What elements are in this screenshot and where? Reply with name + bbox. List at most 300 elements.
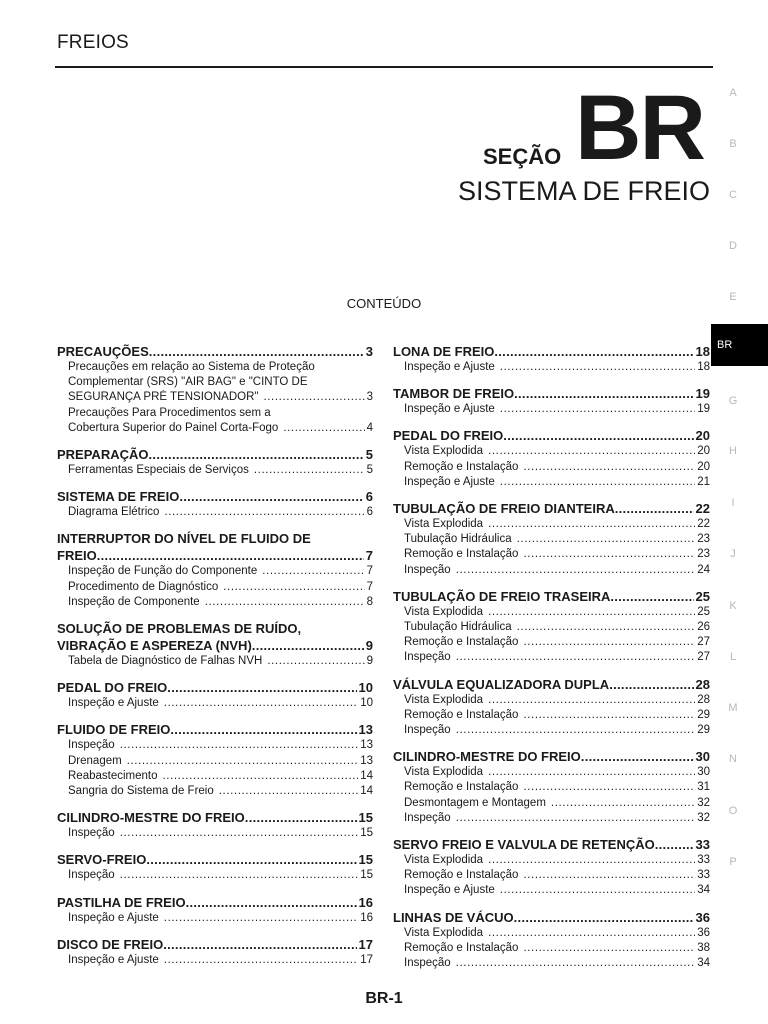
toc-item-entry-label: Remoção e Instalação — [404, 869, 519, 882]
toc-item-entry-label: Inspeção e Ajuste — [404, 884, 495, 897]
section-label: SEÇÃO — [483, 144, 562, 169]
toc-item-entry-label: Remoção e Instalação — [404, 708, 519, 721]
toc-item-entry[interactable] — [393, 868, 710, 883]
toc-section-entry[interactable] — [57, 343, 373, 360]
dot-leader — [456, 650, 696, 665]
dot-leader — [514, 909, 694, 926]
dot-leader — [581, 748, 694, 765]
toc-item-entry-label: Remoção e Instalação — [404, 636, 519, 649]
toc-item-entry[interactable] — [57, 421, 373, 436]
toc-item-entry[interactable] — [393, 402, 710, 417]
toc-section — [57, 679, 373, 711]
toc-item-entry[interactable] — [393, 620, 710, 635]
toc-section-entry-page: 10 — [358, 680, 373, 696]
dot-leader — [164, 911, 358, 926]
toc-section — [57, 851, 373, 883]
toc-item-entry[interactable] — [393, 723, 710, 738]
toc-item-entry-page: 15 — [360, 869, 373, 882]
toc-item-entry-page: 4 — [366, 421, 373, 434]
toc-item-entry-label: SEGURANÇA PRÉ TENSIONADOR" — [68, 391, 259, 404]
dot-leader — [503, 427, 693, 444]
dot-leader — [262, 564, 364, 579]
dot-leader — [523, 941, 695, 956]
toc-section-entry[interactable] — [393, 385, 710, 402]
toc-item-entry-page: 18 — [697, 361, 710, 373]
toc-item-entry[interactable] — [393, 811, 710, 826]
toc-item-entry-label: Vista Explodida — [404, 766, 484, 779]
dot-leader — [609, 676, 693, 693]
dot-leader — [610, 588, 693, 605]
toc-item-entry[interactable] — [57, 390, 373, 405]
toc-item-entry-page: 30 — [697, 766, 710, 779]
toc-item-entry-page: 20 — [697, 460, 710, 473]
toc-item-entry[interactable] — [57, 654, 373, 669]
toc-item-entry-label: Inspeção — [404, 563, 451, 576]
dot-leader — [120, 868, 359, 883]
dot-leader — [456, 563, 696, 578]
toc-item-entry-page: 15 — [360, 827, 373, 840]
toc-item-entry-label: Ferramentas Especiais de Serviços — [68, 464, 249, 477]
toc-item-entry[interactable] — [393, 708, 710, 723]
toc-section — [393, 676, 710, 739]
toc-section-entry-page: 19 — [695, 386, 710, 402]
toc-section-entry[interactable] — [57, 721, 373, 738]
index-tab-br[interactable]: BR — [711, 324, 768, 366]
dot-leader — [146, 851, 356, 868]
toc-section-entry-label: PEDAL DO FREIO — [393, 428, 504, 444]
toc-item-entry-page: 32 — [697, 796, 710, 809]
dot-leader — [488, 444, 695, 459]
toc-section-entry[interactable] — [393, 909, 710, 926]
index-tab-i[interactable]: I — [731, 497, 735, 509]
toc-section-entry-page: 17 — [358, 936, 373, 952]
dot-leader — [263, 390, 364, 405]
toc-section-entry-label: SERVO FREIO E VALVULA DE RETENÇÃO — [393, 837, 655, 853]
toc-item-entry[interactable] — [393, 532, 710, 547]
dot-leader — [163, 769, 359, 784]
toc-item-entry-page: 14 — [360, 769, 373, 782]
dot-leader — [488, 765, 695, 780]
toc-item-entry-label: Inspeção — [404, 811, 451, 824]
dot-leader — [500, 883, 695, 898]
dot-leader — [500, 402, 695, 417]
toc-item-text: Precauções Para Procedimentos sem a — [68, 406, 271, 419]
toc-section — [393, 909, 710, 972]
toc-section-entry[interactable] — [57, 446, 373, 463]
toc-item-entry-page: 20 — [697, 445, 710, 458]
toc-section — [57, 530, 373, 610]
toc-item-entry-label: Sangria do Sistema de Freio — [68, 785, 214, 798]
toc-section — [393, 836, 710, 899]
toc-item-entry-label: Desmontagem e Montagem — [404, 796, 546, 809]
dot-leader — [456, 811, 696, 826]
toc-section-entry[interactable] — [393, 836, 710, 853]
toc-section-entry[interactable] — [57, 488, 373, 505]
toc-item-entry-label: Remoção e Instalação — [404, 548, 519, 561]
toc-section — [57, 620, 373, 669]
toc-section — [393, 748, 710, 826]
toc-section — [57, 446, 373, 478]
toc-item-entry[interactable] — [393, 780, 710, 795]
toc-item-entry-label: Inspeção e Ajuste — [68, 697, 159, 710]
dot-leader — [97, 547, 364, 564]
dot-leader — [164, 505, 364, 520]
toc-item-entry-label: Vista Explodida — [404, 854, 484, 867]
toc-item-entry[interactable] — [393, 360, 710, 375]
toc-section-entry-page: 36 — [695, 909, 710, 925]
toc-section-entry[interactable] — [57, 936, 373, 953]
page-number: BR-1 — [365, 990, 403, 1007]
toc-item-entry[interactable] — [393, 941, 710, 956]
toc-item-entry-label: Inspeção — [404, 651, 451, 664]
dot-leader — [164, 696, 358, 711]
dot-leader — [514, 385, 693, 402]
dot-leader — [223, 580, 364, 595]
toc-section — [57, 488, 373, 520]
toc-item-entry-page: 13 — [360, 754, 373, 767]
dot-leader — [164, 953, 358, 968]
dot-leader — [523, 460, 695, 475]
toc-item-entry[interactable] — [393, 605, 710, 620]
dot-leader — [163, 936, 356, 953]
toc-section-entry-page: 15 — [358, 852, 373, 868]
toc-section-entry-page: 25 — [695, 588, 710, 604]
dot-leader — [186, 894, 357, 911]
toc-item-entry[interactable] — [57, 505, 373, 520]
toc-item-entry-label: Inspeção de Função do Componente — [68, 565, 258, 578]
toc-section-entry-label: PRECAUÇÕES — [57, 344, 149, 359]
toc-item-entry-page: 29 — [697, 724, 710, 737]
toc-item-entry[interactable] — [393, 650, 710, 665]
toc-section-entry-label: FREIO — [57, 548, 97, 564]
toc-left-column — [57, 343, 373, 978]
toc-section — [57, 894, 373, 926]
toc-item-entry-label: Vista Explodida — [404, 605, 484, 618]
toc-item-entry-page: 27 — [697, 636, 710, 649]
dot-leader — [167, 679, 356, 696]
toc-item-entry[interactable] — [57, 580, 373, 595]
toc-section-entry-page: 22 — [695, 501, 710, 517]
index-tab-k[interactable]: K — [729, 600, 737, 612]
toc-item-text: Precauções em relação ao Sistema de Proteção — [68, 361, 315, 373]
toc-item-entry[interactable] — [393, 853, 710, 868]
toc-section-entry-label: SISTEMA DE FREIO — [57, 489, 180, 505]
dot-leader — [456, 956, 696, 971]
toc-item-entry-label: Inspeção e Ajuste — [68, 911, 159, 924]
toc-section — [57, 721, 373, 799]
dot-leader — [205, 595, 365, 610]
toc-item-entry[interactable] — [393, 444, 710, 459]
toc-item-entry[interactable] — [393, 765, 710, 780]
toc-section-entry[interactable] — [57, 809, 373, 826]
dot-leader — [254, 463, 365, 478]
toc-item-entry-label: Remoção e Instalação — [404, 941, 519, 954]
toc-section-entry-page: 30 — [695, 749, 710, 765]
index-tab-g[interactable]: G — [728, 395, 738, 407]
toc-item-entry-label: Remoção e Instalação — [404, 781, 519, 794]
dot-leader — [615, 500, 694, 517]
toc-item-entry[interactable] — [393, 883, 710, 898]
toc-section-entry[interactable] — [393, 676, 710, 693]
toc-section-entry[interactable] — [393, 343, 710, 360]
toc-section-entry-page: 16 — [358, 894, 373, 910]
toc-section-entry[interactable] — [393, 427, 710, 444]
toc-item-entry-label: Drenagem — [68, 754, 122, 767]
index-tab-o[interactable]: O — [728, 805, 738, 817]
toc-section — [393, 343, 710, 375]
toc-item-entry[interactable] — [57, 696, 373, 711]
toc-item-entry-page: 32 — [697, 811, 710, 824]
toc-item-entry[interactable] — [393, 460, 710, 475]
toc-item-entry-page: 28 — [697, 693, 710, 706]
toc-section-entry-page: 13 — [358, 722, 373, 738]
dot-leader — [127, 754, 359, 769]
toc-item-entry-label: Inspeção de Componente — [68, 595, 200, 608]
dot-leader — [456, 723, 696, 738]
toc-item-entry-page: 38 — [697, 941, 710, 954]
toc-section-entry-label: LINHAS DE VÁCUO — [393, 909, 514, 925]
toc-section-entry-label: FLUIDO DE FREIO — [57, 722, 171, 738]
index-tab-a[interactable]: A — [729, 87, 737, 99]
toc-item-entry[interactable] — [57, 784, 373, 799]
toc-section-entry-label: CILINDRO-MESTRE DO FREIO — [57, 810, 245, 826]
toc-item-entry[interactable] — [393, 926, 710, 941]
toc-item-entry-page: 5 — [366, 464, 373, 477]
dot-leader — [170, 721, 356, 738]
toc-section-entry[interactable] — [57, 679, 373, 696]
toc-section-entry-label: LONA DE FREIO — [393, 344, 495, 359]
index-tab-h[interactable]: H — [729, 445, 737, 457]
toc-item-entry-label: Inspeção — [68, 827, 115, 840]
dot-leader — [267, 654, 364, 669]
dot-leader — [120, 826, 359, 841]
toc-item-entry-page: 17 — [360, 953, 373, 966]
toc-item-entry-page: 22 — [697, 518, 710, 531]
toc-item-entry-page: 8 — [366, 595, 373, 608]
toc-section — [393, 427, 710, 490]
toc-section — [393, 385, 710, 417]
toc-section-entry-label: PEDAL DO FREIO — [57, 680, 168, 696]
section-name: SISTEMA DE FREIO — [457, 176, 710, 206]
index-tab-l[interactable]: L — [729, 651, 737, 663]
toc-item-entry-label: Tabela de Diagnóstico de Falhas NVH — [68, 655, 263, 668]
toc-section — [57, 936, 373, 968]
dot-leader — [149, 343, 364, 360]
dot-leader — [523, 780, 695, 795]
toc-section — [57, 343, 373, 436]
index-tab-m[interactable]: M — [728, 702, 738, 714]
toc-section-entry-page: 20 — [695, 428, 710, 444]
toc-item-entry-page: 33 — [697, 854, 710, 867]
dot-leader — [488, 853, 695, 868]
toc-section-title: INTERRUPTOR DO NÍVEL DE FLUIDO DE — [57, 531, 311, 547]
toc-section-entry-page: 3 — [365, 344, 373, 359]
toc-item-entry[interactable] — [393, 693, 710, 708]
dot-leader — [523, 868, 695, 883]
toc-section-entry-page: 18 — [695, 344, 710, 359]
toc-section-title: SOLUÇÃO DE PROBLEMAS DE RUÍDO, — [57, 621, 302, 637]
dot-leader — [523, 635, 695, 650]
toc-section-entry-label: CILINDRO-MESTRE DO FREIO — [393, 749, 581, 765]
toc-item-entry-page: 7 — [366, 580, 373, 593]
toc-section-entry-page: 7 — [365, 548, 373, 564]
toc-item-entry[interactable] — [57, 754, 373, 769]
dot-leader — [494, 343, 693, 360]
index-tab-e[interactable]: E — [729, 291, 737, 303]
index-tab-n[interactable]: N — [729, 753, 737, 765]
toc-item-entry[interactable] — [57, 564, 373, 579]
dot-leader — [488, 605, 695, 620]
toc-section-entry-label: PREPARAÇÃO — [57, 447, 149, 463]
toc-item-entry-page: 9 — [366, 655, 373, 668]
toc-item-entry-label: Inspeção — [68, 739, 115, 752]
toc-item-entry[interactable] — [393, 635, 710, 650]
toc-section-entry-label: SERVO-FREIO — [57, 852, 147, 868]
toc-item-text: Complementar (SRS) "AIR BAG" e "CINTO DE — [68, 376, 308, 389]
dot-leader — [488, 693, 695, 708]
toc-item-entry-page: 6 — [366, 506, 373, 519]
index-tab-b[interactable]: B — [729, 138, 737, 150]
dot-leader — [551, 796, 695, 811]
toc-item-entry[interactable] — [57, 769, 373, 784]
toc-section-entry-label: VIBRAÇÃO E ASPEREZA (NVH) — [57, 638, 252, 654]
index-tab-c[interactable]: C — [729, 189, 737, 201]
toc-item-entry-page: 19 — [697, 403, 710, 416]
toc-item-entry[interactable] — [393, 956, 710, 971]
toc-item-entry-page: 26 — [697, 621, 710, 634]
dot-leader — [655, 836, 694, 853]
toc-item-entry-label: Inspeção e Ajuste — [404, 475, 495, 488]
toc-item-entry-page: 34 — [697, 957, 710, 970]
toc-section-entry-page: 6 — [365, 489, 373, 505]
toc-item-entry-page: 24 — [697, 563, 710, 576]
toc-section — [57, 809, 373, 841]
toc-item-entry[interactable] — [57, 463, 373, 478]
toc-section-entry-label: TUBULAÇÃO DE FREIO DIANTEIRA — [393, 501, 615, 517]
toc-item-entry-label: Diagrama Elétrico — [68, 506, 160, 519]
toc-item-entry-label: Remoção e Instalação — [404, 460, 519, 473]
dot-leader — [219, 784, 358, 799]
toc-item-entry-page: 34 — [697, 884, 710, 897]
toc-section-entry-label: TAMBOR DE FREIO — [393, 386, 515, 402]
toc-section-entry[interactable] — [393, 588, 710, 605]
toc-item-entry[interactable] — [57, 911, 373, 926]
toc-item-entry-label: Inspeção e Ajuste — [404, 403, 495, 416]
toc-item-entry[interactable] — [393, 547, 710, 562]
toc-section-entry[interactable] — [393, 748, 710, 765]
toc-item-entry-page: 14 — [360, 785, 373, 798]
dot-leader — [149, 446, 364, 463]
dot-leader — [252, 637, 364, 654]
dot-leader — [120, 738, 359, 753]
index-tab-j[interactable]: J — [730, 548, 736, 560]
toc-item-entry-label: Inspeção — [404, 957, 451, 970]
toc-item-entry-label: Procedimento de Diagnóstico — [68, 580, 219, 593]
dot-leader — [523, 547, 695, 562]
toc-section-entry[interactable] — [57, 894, 373, 911]
toc-item-entry-page: 16 — [360, 911, 373, 924]
toc-item-entry-label: Inspeção e Ajuste — [404, 361, 495, 373]
dot-leader — [488, 517, 695, 532]
toc-item-entry-label: Vista Explodida — [404, 445, 484, 458]
dot-leader — [179, 488, 363, 505]
toc-item-entry[interactable] — [393, 517, 710, 532]
toc-item-entry-page: 7 — [366, 565, 373, 578]
toc-item-entry-page: 3 — [366, 391, 373, 404]
dot-leader — [245, 809, 357, 826]
toc-section-entry[interactable] — [57, 637, 373, 654]
contents-label: CONTEÚDO — [346, 296, 422, 311]
dot-leader — [500, 360, 695, 375]
toc-section-entry-label: DISCO DE FREIO — [57, 936, 164, 952]
header-rule — [55, 66, 713, 68]
index-tab-d[interactable]: D — [729, 240, 737, 252]
toc-item-entry[interactable] — [57, 738, 373, 753]
section-code: BR — [575, 77, 704, 179]
toc-item-entry[interactable] — [393, 563, 710, 578]
toc-item-entry-page: 21 — [697, 475, 710, 488]
toc-section-entry[interactable] — [57, 547, 373, 564]
dot-leader — [500, 475, 695, 490]
toc-section-entry[interactable] — [57, 851, 373, 868]
toc-item-entry[interactable] — [393, 796, 710, 811]
dot-leader — [517, 620, 696, 635]
toc-section-entry-page: 5 — [365, 447, 373, 463]
toc-item-entry-page: 31 — [697, 781, 710, 794]
toc-item-entry-page: 13 — [360, 739, 373, 752]
toc-item-entry-label: Vista Explodida — [404, 518, 484, 531]
toc-item-entry-label: Cobertura Superior do Painel Corta-Fogo — [68, 421, 279, 434]
dot-leader — [517, 532, 696, 547]
toc-item-entry[interactable] — [57, 953, 373, 968]
toc-item-entry-page: 27 — [697, 651, 710, 664]
toc-item-entry-label: Tubulação Hidráulica — [404, 533, 512, 546]
header-title: FREIOS — [57, 32, 129, 53]
toc-section-entry-label: TUBULAÇÃO DE FREIO TRASEIRA — [393, 588, 611, 604]
toc-section-entry-label: VÁLVULA EQUALIZADORA DUPLA — [393, 676, 610, 692]
toc-section-entry-label: PASTILHA DE FREIO — [57, 894, 186, 910]
toc-item-entry-label: Tubulação Hidráulica — [404, 621, 512, 634]
toc-item-entry-page: 25 — [697, 605, 710, 618]
toc-section-entry[interactable] — [393, 500, 710, 517]
toc-right-column — [393, 343, 710, 981]
toc-item-entry-label: Reabastecimento — [68, 769, 158, 782]
toc-item-entry-page: 23 — [697, 533, 710, 546]
toc-item-entry-page: 29 — [697, 708, 710, 721]
toc-section-entry-page: 33 — [695, 837, 710, 853]
toc-item-entry[interactable] — [57, 826, 373, 841]
toc-item-entry[interactable] — [57, 595, 373, 610]
toc-section — [393, 588, 710, 666]
toc-item-entry-page: 10 — [360, 697, 373, 710]
toc-item-entry-label: Vista Explodida — [404, 926, 484, 939]
dot-leader — [523, 708, 695, 723]
toc-item-entry-label: Vista Explodida — [404, 693, 484, 706]
toc-section-entry-page: 9 — [365, 638, 373, 654]
dot-leader — [283, 421, 364, 436]
toc-section-entry-page: 28 — [695, 676, 710, 692]
toc-item-entry-page: 36 — [697, 926, 710, 939]
toc-item-entry-page: 23 — [697, 548, 710, 561]
toc-section — [393, 500, 710, 578]
toc-section-entry-page: 15 — [358, 810, 373, 826]
toc-item-entry-label: Inspeção — [404, 724, 451, 737]
toc-item-entry[interactable] — [393, 475, 710, 490]
index-tab-p[interactable]: P — [729, 856, 737, 868]
toc-item-entry-label: Inspeção e Ajuste — [68, 953, 159, 966]
toc-item-entry-page: 33 — [697, 869, 710, 882]
toc-item-entry[interactable] — [57, 868, 373, 883]
